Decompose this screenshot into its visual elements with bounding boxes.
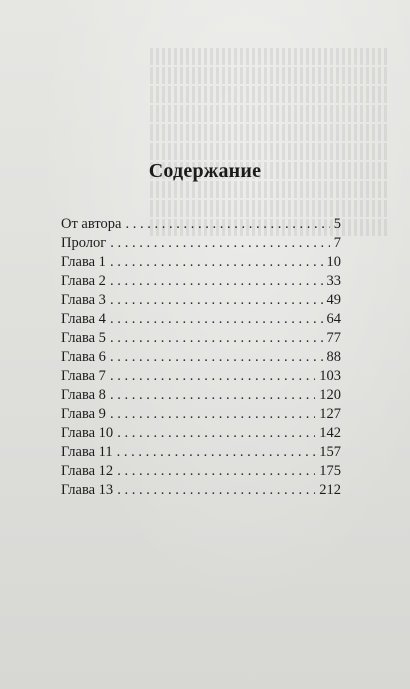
toc-entry-page: 77 — [326, 330, 341, 346]
toc-entry-page: 212 — [319, 482, 341, 498]
toc-entry-page: 142 — [319, 425, 341, 441]
toc-entry-label: Глава 13 — [61, 482, 114, 498]
toc-entry-label: Глава 12 — [61, 463, 114, 479]
bleed-through-texture — [150, 48, 390, 238]
toc-entry — [61, 443, 341, 462]
toc-entry — [61, 386, 341, 405]
dot-leader — [125, 215, 329, 234]
toc-entry — [61, 215, 341, 234]
dot-leader — [117, 424, 315, 443]
toc-entry-page: 103 — [319, 368, 341, 384]
dot-leader — [117, 443, 316, 462]
dot-leader — [110, 348, 323, 367]
dot-leader — [117, 481, 315, 500]
dot-leader — [110, 329, 323, 348]
toc-entry-label: Пролог — [61, 235, 107, 251]
toc-entry-label: Глава 8 — [61, 387, 106, 403]
toc-entry-label: Глава 5 — [61, 330, 106, 346]
toc-entry — [61, 481, 341, 500]
toc-entry-page: 5 — [333, 216, 341, 232]
toc-entry-label: Глава 4 — [61, 311, 106, 327]
toc-entry — [61, 462, 341, 481]
dot-leader — [110, 253, 323, 272]
dot-leader — [110, 405, 315, 424]
toc-list — [61, 215, 341, 500]
toc-entry — [61, 310, 341, 329]
toc-entry-page: 7 — [333, 235, 341, 251]
toc-entry-page: 157 — [319, 444, 341, 460]
toc-entry-label: Глава 6 — [61, 349, 106, 365]
dot-leader — [110, 234, 330, 253]
toc-entry-label: Глава 1 — [61, 254, 106, 270]
toc-entry-page: 64 — [326, 311, 341, 327]
toc-entry-page: 49 — [326, 292, 341, 308]
toc-title: Содержание — [148, 160, 262, 182]
toc-entry-page: 175 — [319, 463, 341, 479]
toc-entry — [61, 348, 341, 367]
toc-entry — [61, 405, 341, 424]
toc-entry-page: 33 — [326, 273, 341, 289]
toc-entry — [61, 424, 341, 443]
toc-entry — [61, 367, 341, 386]
toc-entry-page: 10 — [326, 254, 341, 270]
toc-entry-page: 120 — [319, 387, 341, 403]
toc-entry-label: Глава 2 — [61, 273, 106, 289]
toc-entry — [61, 329, 341, 348]
toc-entry — [61, 291, 341, 310]
dot-leader — [110, 367, 315, 386]
toc-entry — [61, 253, 341, 272]
dot-leader — [117, 462, 315, 481]
dot-leader — [110, 291, 323, 310]
toc-entry-page: 127 — [319, 406, 341, 422]
dot-leader — [110, 386, 315, 405]
toc-entry-page: 88 — [326, 349, 341, 365]
toc-entry-label: Глава 3 — [61, 292, 106, 308]
dot-leader — [110, 310, 323, 329]
toc-entry-label: Глава 11 — [61, 444, 113, 460]
dot-leader — [110, 272, 323, 291]
toc-entry-label: Глава 7 — [61, 368, 106, 384]
toc-entry — [61, 234, 341, 253]
toc-entry — [61, 272, 341, 291]
toc-entry-label: Глава 9 — [61, 406, 106, 422]
toc-entry-label: Глава 10 — [61, 425, 114, 441]
toc-entry-label: От автора — [61, 216, 122, 232]
